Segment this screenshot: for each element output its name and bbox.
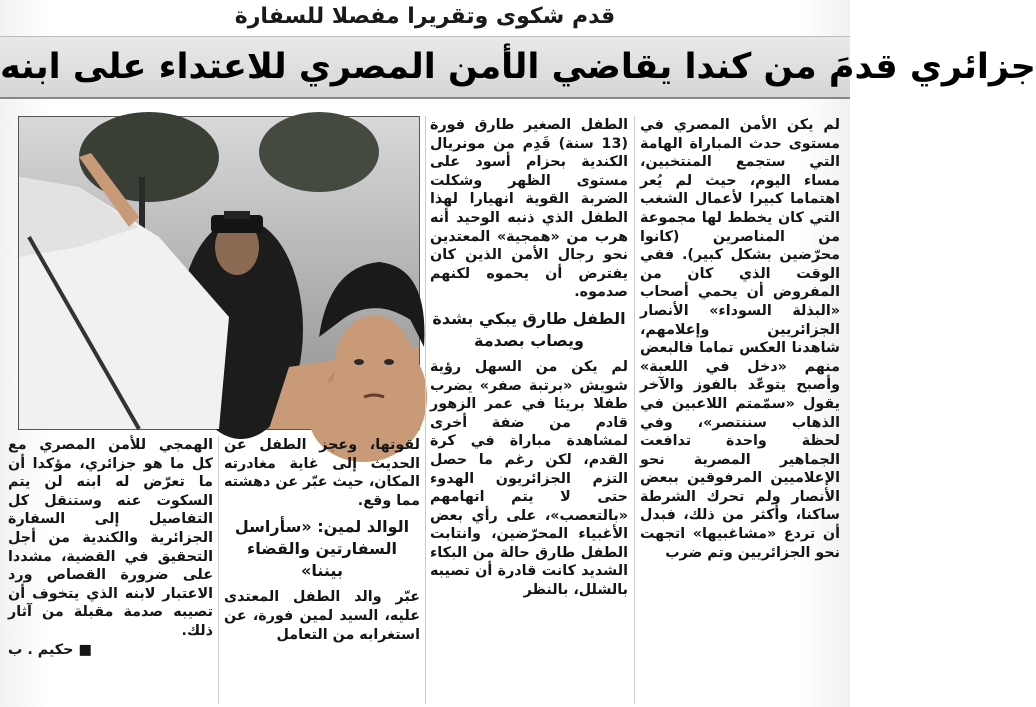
column-3	[224, 436, 420, 706]
column-3-top: لقوتها، وعجز الطفل عن الحديث إلى غاية مغادرته المكان، حيث عبّر عن دهشته مما وقع.	[224, 437, 420, 509]
column-2	[430, 116, 628, 706]
subheading-boy-cries: الطفل طارق يبكي بشدة ويصاب بصدمة	[432, 308, 626, 350]
photo-illustration	[19, 117, 419, 429]
article-kicker: قدم شكوى وتقريرا مفصلا للسفارة	[234, 4, 616, 29]
column-1	[640, 116, 840, 706]
article-headline: جزائري قدمَ من كندا يقاضي الأمن المصري للاعتداء على ابنه	[0, 36, 850, 99]
column-divider	[218, 436, 219, 704]
column-2-body: لم يكن من السهل رؤية شويش «برتبة صفر» يضرب طفلا بريئا في عمر الزهور قادم من ضفة أخرى لمشاهدة مباراة في كرة القدم، لكن رغم ما حصل التزم الجزائريون الهدوء حتى لا يتم اتهامهم «بالتعصب»، على رأي بعض الأغبياء المحرّضين، وانتابت الطفل طارق حالة من البكاء الشديد كانت قادرة أن تصيبه بالشلل، بالنظر	[430, 358, 628, 599]
column-4-text: الهمجي للأمن المصري مع كل ما هو جزائري، مؤكدا أن ما تعرّض له ابنه لن يتم السكوت عنه وستنقل كل التفاصيل إلى السفارة الجزائرية والكندية من أجل التحقيق في القضية، مشددا على ضرورة القصاص ورد الاعتبار لابنه الذي يتخوف أن تصيبه صدمة مقبلة من آثار ذلك.	[8, 437, 213, 639]
author-signature: ■ حكيم . ب	[8, 641, 92, 658]
tree-foliage	[79, 112, 219, 202]
column-divider	[425, 116, 426, 704]
column-2-intro: الطفل الصغير طارق فورة (13 سنة) قَدِم من مونريال الكندية بحزام أسود على مستوى الظهر وشكلت الضربة القوية انهيارا لهذا الطفل الذي ذنبه الوحيد أنه هرب من «همجية» المعتدين نحو رجال الأمن الذين كان يفترض أن يحموه لكنهم صدموه.	[430, 117, 628, 301]
news-photo	[18, 116, 420, 430]
column-divider	[634, 116, 635, 704]
column-3-body: عبّر والد الطفل المعتدى عليه، السيد لمين فورة، عن استغرابه من التعامل	[224, 589, 420, 643]
column-4	[8, 436, 213, 706]
subheading-father-quote: الوالد لمين: «سأراسل السفارتين والقضاء بيننا»	[234, 517, 410, 581]
column-1-text: لم يكن الأمن المصري في مستوى حدث المباراة الهامة التي ستجمع المنتخبين، مساء اليوم، حيث لم يُعر اهتماما كبيرا لأعمال الشغب التي كان يخطط لها مجموعة من المناصرين (كانوا محرّضين بشكل كبير). ففي الوقت الذي كان من المفروض أن يحمي أصحاب «البذلة السوداء» الأنصار الجزائريين وإعلامهم، شاهدنا العكس تماما فالبعض منهم «دخل في اللعبة» وأصبح يتوعّد بالفوز والآخر يقول «سمّمتم اللاعبين في الذهاب سننتصر»، وفي لحظة واحدة تدافعت الجماهير المصرية نحو الإعلاميين المرفوقين ببعض الأنصار ولم تحرك الشرطة ساكنا، وأكثر من ذلك، فبدل أن تردع «مشاغبيها» اتجهت نحو الجزائريين وتم ضرب	[640, 117, 840, 561]
